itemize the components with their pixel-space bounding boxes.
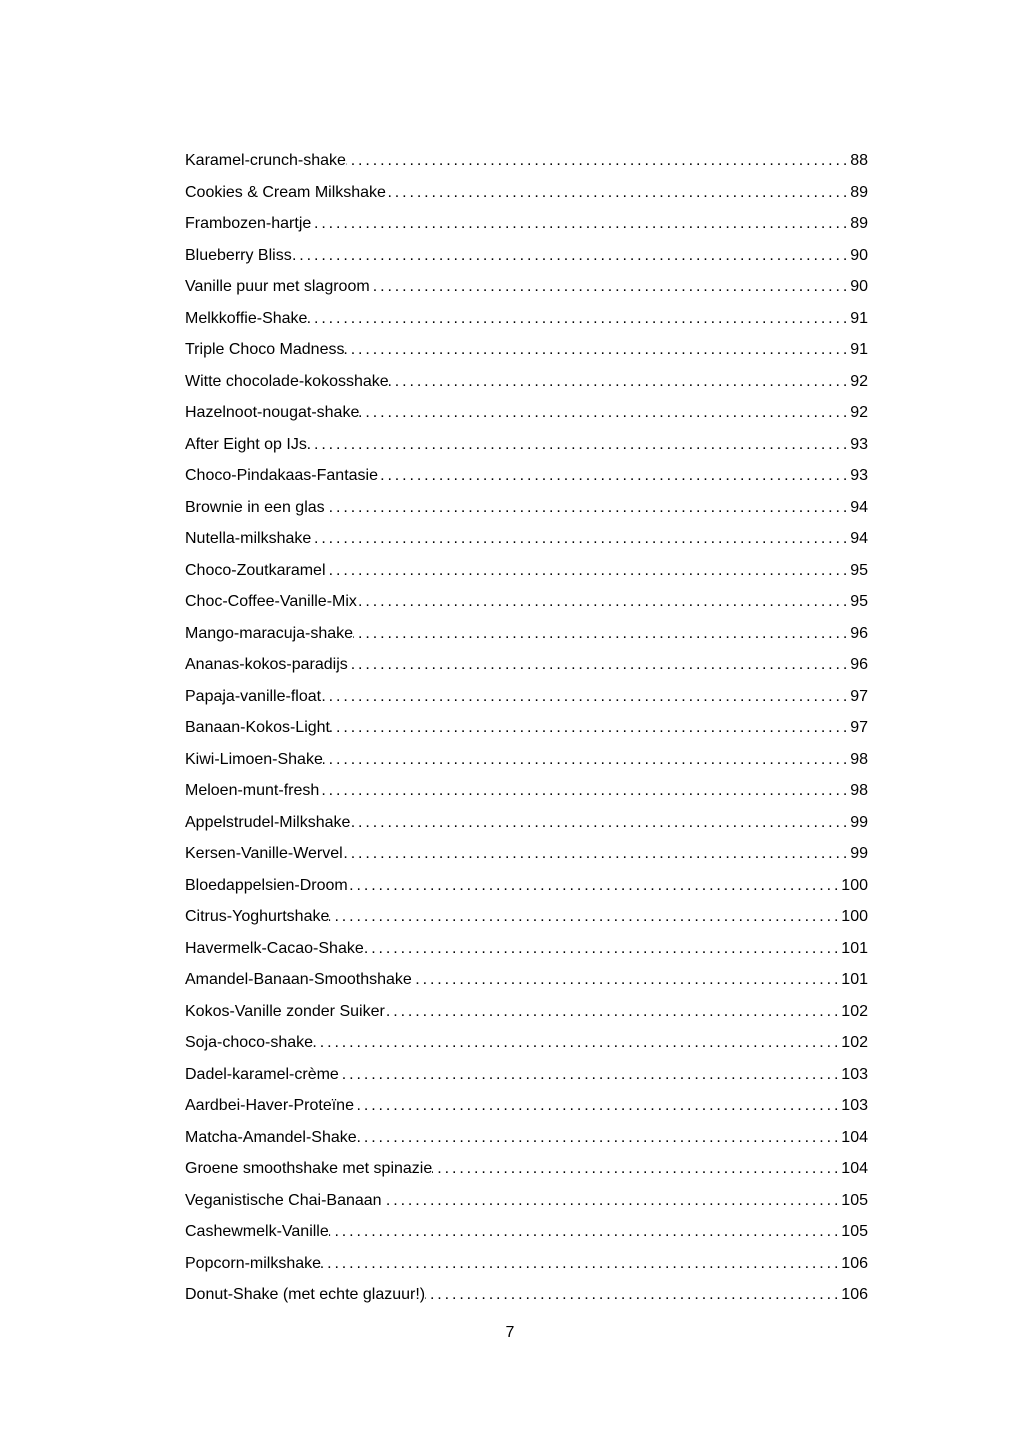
toc-entry-page-number: 94 <box>850 498 868 516</box>
toc-entry[interactable] <box>185 807 868 839</box>
toc-entry-title: Kersen-Vanille-Wervel <box>185 845 343 862</box>
toc-entry[interactable] <box>185 271 868 303</box>
toc-leader-dots <box>307 429 850 461</box>
toc-entry[interactable] <box>185 712 868 744</box>
toc-entry-page-number: 98 <box>850 750 868 768</box>
toc-leader-dots <box>354 1090 841 1122</box>
toc-entry-title: Cookies & Cream Milkshake <box>185 183 386 201</box>
toc-leader-dots <box>311 523 850 555</box>
toc-leader-dots <box>350 807 850 839</box>
toc-entry-page-number: 99 <box>850 845 868 862</box>
toc-entry[interactable] <box>185 240 868 272</box>
toc-entry-page-number: 95 <box>850 593 868 610</box>
toc-entry[interactable] <box>185 1248 868 1280</box>
toc-entry-title: Melkkoffie-Shake <box>185 309 308 327</box>
toc-entry-title: Ananas-kokos-paradijs <box>185 656 348 673</box>
toc-entry-title: Choco-Pindakaas-Fantasie <box>185 467 378 484</box>
toc-leader-dots <box>353 618 850 650</box>
toc-entry-title: Vanille puur met slagroom <box>185 278 370 295</box>
toc-entry[interactable] <box>185 901 868 933</box>
toc-leader-dots <box>323 744 850 776</box>
toc-entry-page-number: 97 <box>850 719 868 736</box>
toc-entry-title: Choco-Zoutkaramel <box>185 561 326 579</box>
toc-entry-title: Nutella-milkshake <box>185 530 312 547</box>
toc-leader-dots <box>346 145 850 177</box>
toc-entry-title: Appelstrudel-Milkshake <box>185 813 351 831</box>
toc-entry[interactable] <box>185 523 868 555</box>
toc-entry-title: Banaan-Kokos-Light <box>185 719 330 736</box>
toc-entry-page-number: 100 <box>841 876 868 894</box>
toc-entry[interactable] <box>185 744 868 776</box>
toc-entry-title: Karamel-crunch-shake <box>185 152 346 169</box>
toc-leader-dots <box>311 208 850 240</box>
toc-entry[interactable] <box>185 397 868 429</box>
toc-entry-title: Bloedappelsien-Droom <box>185 876 348 894</box>
toc-entry-title: Meloen-munt-fresh <box>185 782 320 799</box>
toc-leader-dots <box>364 933 842 965</box>
toc-entry-page-number: 93 <box>850 435 868 453</box>
toc-entry-page-number: 92 <box>850 372 868 390</box>
toc-entry-page-number: 91 <box>850 341 868 358</box>
toc-leader-dots <box>370 271 851 303</box>
toc-entry-title: Cashewmelk-Vanille <box>185 1223 329 1240</box>
toc-entry-page-number: 106 <box>841 1286 868 1303</box>
toc-leader-dots <box>385 996 841 1028</box>
toc-entry[interactable] <box>185 649 868 681</box>
toc-entry-title: Kiwi-Limoen-Shake <box>185 750 323 768</box>
toc-entry[interactable] <box>185 303 868 335</box>
toc-entry-page-number: 90 <box>850 246 868 264</box>
toc-leader-dots <box>344 334 850 366</box>
toc-entry[interactable] <box>185 460 868 492</box>
toc-entry[interactable] <box>185 492 868 524</box>
toc-entry-title: Dadel-karamel-crème <box>185 1065 339 1083</box>
toc-leader-dots <box>386 177 850 209</box>
toc-entry-title: Veganistische Chai-Banaan <box>185 1191 382 1209</box>
toc-entry-page-number: 105 <box>841 1191 868 1209</box>
toc-leader-dots <box>348 649 850 681</box>
toc-entry-title: Mango-maracuja-shake <box>185 624 354 642</box>
toc-entry-page-number: 90 <box>850 278 868 295</box>
toc-entry-page-number: 104 <box>841 1160 868 1177</box>
toc-entry[interactable] <box>185 1027 868 1059</box>
toc-leader-dots <box>359 397 850 429</box>
toc-entry[interactable] <box>185 618 868 650</box>
toc-entry-page-number: 106 <box>841 1254 868 1272</box>
toc-entry-title: Matcha-Amandel-Shake <box>185 1128 357 1146</box>
toc-leader-dots <box>307 303 850 335</box>
toc-entry-title: Amandel-Banaan-Smoothshake <box>185 971 412 988</box>
toc-entry-title: Hazelnoot-nougat-shake <box>185 404 360 421</box>
toc-entry-page-number: 88 <box>850 152 868 169</box>
toc-entry[interactable] <box>185 1216 868 1248</box>
toc-entry-title: Frambozen-hartje <box>185 215 312 232</box>
toc-entry-page-number: 92 <box>850 404 868 421</box>
toc-entry[interactable] <box>185 681 868 713</box>
toc-leader-dots <box>357 586 850 618</box>
toc-leader-dots <box>389 366 851 398</box>
toc-entry-title: Aardbei-Haver-Proteïne <box>185 1097 354 1114</box>
toc-entry[interactable] <box>185 1153 868 1185</box>
toc-entry[interactable] <box>185 1279 868 1311</box>
toc-entry-title: Kokos-Vanille zonder Suiker <box>185 1002 385 1020</box>
toc-entry[interactable] <box>185 1090 868 1122</box>
toc-entry-title: Choc-Coffee-Vanille-Mix <box>185 593 357 610</box>
toc-entry[interactable] <box>185 208 868 240</box>
toc-leader-dots <box>348 870 842 902</box>
toc-leader-dots <box>339 1059 841 1091</box>
page-number: 7 <box>505 1324 515 1341</box>
toc-leader-dots <box>321 681 850 713</box>
toc-leader-dots <box>329 901 841 933</box>
toc-leader-dots <box>321 1248 841 1280</box>
toc-entry-title: Blueberry Bliss <box>185 246 292 264</box>
toc-entry-page-number: 91 <box>850 309 868 327</box>
toc-list <box>185 145 868 1311</box>
toc-leader-dots <box>425 1279 841 1311</box>
toc-entry[interactable] <box>185 1185 868 1217</box>
toc-entry[interactable] <box>185 1059 868 1091</box>
toc-leader-dots <box>343 838 851 870</box>
toc-entry-title: After Eight op IJs <box>185 435 307 453</box>
toc-entry-title: Citrus-Yoghurtshake <box>185 908 330 925</box>
toc-entry-title: Triple Choco Madness <box>185 341 345 358</box>
toc-entry-page-number: 89 <box>850 183 868 201</box>
toc-entry-page-number: 100 <box>841 908 868 925</box>
toc-entry-page-number: 97 <box>850 687 868 705</box>
toc-entry-page-number: 98 <box>850 782 868 799</box>
toc-entry-page-number: 89 <box>850 215 868 232</box>
toc-entry[interactable] <box>185 1122 868 1154</box>
toc-entry-page-number: 102 <box>841 1002 868 1020</box>
toc-entry-page-number: 99 <box>850 813 868 831</box>
toc-leader-dots <box>357 1122 842 1154</box>
toc-leader-dots <box>292 240 851 272</box>
toc-entry[interactable] <box>185 366 868 398</box>
toc-entry-title: Donut-Shake (met echte glazuur!) <box>185 1286 426 1303</box>
toc-leader-dots <box>329 1216 842 1248</box>
toc-entry-page-number: 96 <box>850 624 868 642</box>
toc-entry[interactable] <box>185 933 868 965</box>
toc-leader-dots <box>382 1185 842 1217</box>
toc-entry[interactable] <box>185 555 868 587</box>
toc-entry-page-number: 104 <box>841 1128 868 1146</box>
toc-entry[interactable] <box>185 870 868 902</box>
toc-leader-dots <box>313 1027 841 1059</box>
toc-entry-page-number: 103 <box>841 1065 868 1083</box>
toc-entry-page-number: 101 <box>841 971 868 988</box>
toc-leader-dots <box>326 555 851 587</box>
toc-entry-title: Soja-choco-shake <box>185 1034 314 1051</box>
toc-entry[interactable] <box>185 429 868 461</box>
toc-entry[interactable] <box>185 964 868 996</box>
toc-entry[interactable] <box>185 586 868 618</box>
toc-entry-title: Witte chocolade-kokosshake <box>185 372 389 390</box>
toc-entry[interactable] <box>185 838 868 870</box>
toc-entry-title: Brownie in een glas <box>185 498 325 516</box>
toc-entry-page-number: 96 <box>850 656 868 673</box>
toc-entry-page-number: 93 <box>850 467 868 484</box>
toc-entry-page-number: 103 <box>841 1097 868 1114</box>
toc-entry-page-number: 101 <box>841 939 868 957</box>
toc-entry-title: Groene smoothshake met spinazie <box>185 1160 433 1177</box>
toc-leader-dots <box>325 492 851 524</box>
toc-entry-title: Havermelk-Cacao-Shake <box>185 939 364 957</box>
toc-entry-page-number: 102 <box>841 1034 868 1051</box>
toc-leader-dots <box>330 712 850 744</box>
toc-entry-title: Popcorn-milkshake <box>185 1254 322 1272</box>
toc-leader-dots <box>432 1153 841 1185</box>
toc-entry[interactable] <box>185 775 868 807</box>
toc-entry[interactable] <box>185 177 868 209</box>
toc-entry-title: Papaja-vanille-float <box>185 687 322 705</box>
toc-entry-page-number: 94 <box>850 530 868 547</box>
toc-entry[interactable] <box>185 996 868 1028</box>
toc-entry[interactable] <box>185 334 868 366</box>
toc-entry-page-number: 95 <box>850 561 868 579</box>
toc-leader-dots <box>378 460 850 492</box>
toc-entry[interactable] <box>185 145 868 177</box>
toc-leader-dots <box>412 964 841 996</box>
toc-entry-page-number: 105 <box>841 1223 868 1240</box>
toc-leader-dots <box>319 775 850 807</box>
